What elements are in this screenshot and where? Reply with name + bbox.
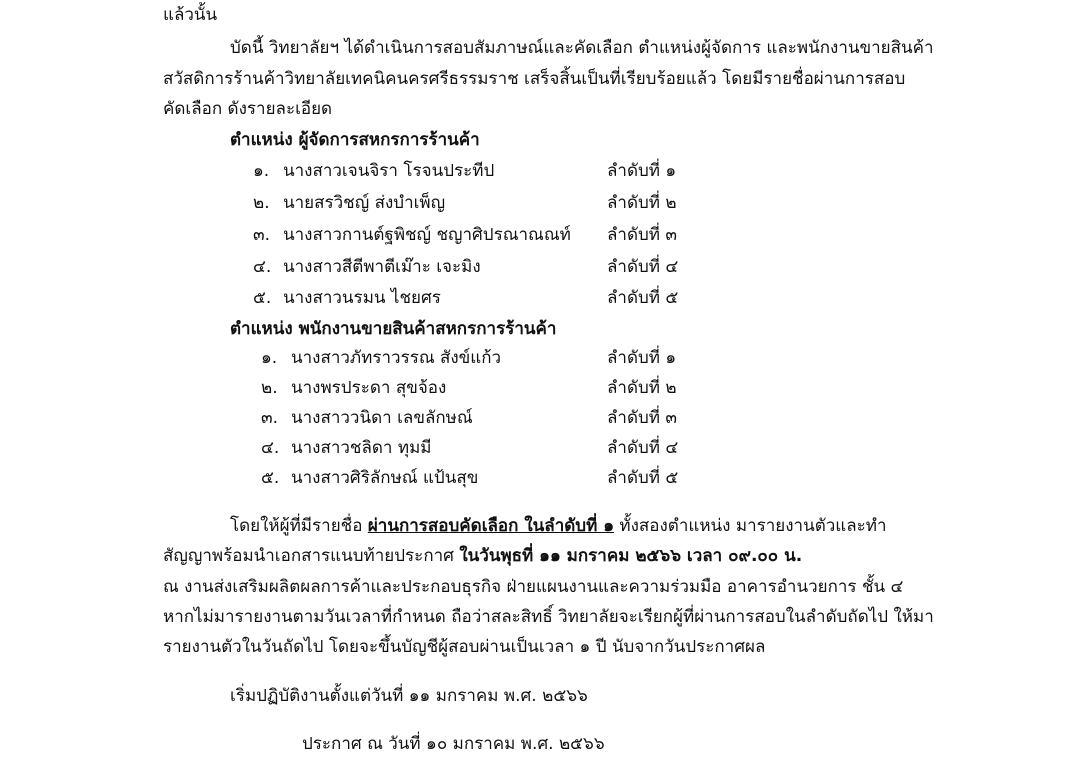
item-name: นางสาวสีตีพาตีเม๊าะ เจะมิง bbox=[283, 257, 481, 277]
paragraph2-line2-text: สัญญาพร้อมนำเอกสารแนบท้ายประกาศ bbox=[163, 546, 460, 566]
item-name: นางสาวกานต์ฐพิชญ์ ชญาศิปรณาณณท์ bbox=[283, 225, 571, 245]
item-number: ๑. bbox=[261, 348, 278, 368]
list-item bbox=[253, 158, 494, 184]
item-rank: ลำดับที่ ๒ bbox=[607, 193, 677, 213]
paragraph2-underlined-text: ผ่านการสอบคัดเลือก ในลำดับที่ ๑ bbox=[367, 516, 614, 536]
list-item bbox=[253, 285, 441, 311]
paragraph2-line4: หากไม่มารายงานตามวันเวลาที่กำหนด ถือว่าสละสิทธิ์ วิทยาลัยจะเรียกผู้ที่ผ่านการสอบในลำดับถัดไป ให้มา bbox=[163, 607, 934, 627]
item-number: ๓. bbox=[253, 225, 271, 245]
paragraph1-line2: สวัสดิการร้านค้าวิทยาลัยเทคนิคนครศรีธรรมราช เสร็จสิ้นเป็นที่เรียบร้อยแล้ว โดยมีรายชื่อผ่านการสอบ bbox=[163, 69, 906, 89]
section1-heading: ตำแหน่ง ผู้จัดการสหกรการร้านค้า bbox=[230, 130, 480, 150]
item-rank: ลำดับที่ ๕ bbox=[607, 288, 679, 308]
list-item bbox=[261, 435, 432, 461]
paragraph2-post-text: ทั้งสองตำแหน่ง มารายงานตัวและทำ bbox=[613, 516, 887, 536]
item-rank: ลำดับที่ ๕ bbox=[607, 468, 679, 488]
list-item bbox=[261, 345, 501, 371]
item-number: ๕. bbox=[253, 288, 272, 308]
item-number: ๒. bbox=[253, 193, 270, 213]
item-name: นางสาวศิริลักษณ์ แป้นสุข bbox=[291, 468, 479, 488]
paragraph2-line3: ณ งานส่งเสริมผลิตผลการค้าและประกอบธุรกิจ ฝ่ายแผนงานและความร่วมมือ อาคารอำนวยการ ชั้น ๔ bbox=[163, 577, 904, 597]
paragraph1-line1: บัดนี้ วิทยาลัยฯ ได้ดำเนินการสอบสัมภาษณ์และคัดเลือก ตำแหน่งผู้จัดการ และพนักงานขายสินค้า bbox=[230, 38, 934, 58]
item-number: ๒. bbox=[261, 378, 278, 398]
paragraph2-line5: รายงานตัวในวันถัดไป โดยจะขึ้นบัญชีผู้สอบผ่านเป็นเวลา ๑ ปี นับจากวันประกาศผล bbox=[163, 637, 766, 657]
item-name: นายสรวิชญ์ ส่งบำเพ็ญ bbox=[283, 193, 446, 213]
list-item bbox=[261, 375, 446, 401]
item-rank: ลำดับที่ ๓ bbox=[607, 225, 678, 245]
item-name: นางพรประดา สุขจ้อง bbox=[291, 378, 447, 398]
effective-date-line: เริ่มปฏิบัติงานตั้งแต่วันที่ ๑๑ มกราคม พ.ศ. ๒๕๖๖ bbox=[230, 686, 588, 706]
item-name: นางสาวนรมน ไชยศร bbox=[283, 288, 441, 308]
item-name: นางสาวเจนจิรา โรจนประทีป bbox=[283, 161, 495, 181]
item-number: ๑. bbox=[253, 161, 270, 181]
list-item bbox=[253, 254, 481, 280]
list-item bbox=[253, 190, 445, 216]
item-name: นางสาววนิดา เลขลักษณ์ bbox=[291, 408, 473, 428]
item-name: นางสาวชลิดา ทุมมี bbox=[291, 438, 432, 458]
item-rank: ลำดับที่ ๔ bbox=[607, 257, 679, 277]
announcement-date-line: ประกาศ ณ วันที่ ๑๐ มกราคม พ.ศ. ๒๕๖๖ bbox=[302, 734, 605, 754]
paragraph2-pre-text: โดยให้ผู้ที่มีรายชื่อ bbox=[230, 516, 368, 536]
item-rank: ลำดับที่ ๓ bbox=[607, 408, 678, 428]
paragraph2-line2 bbox=[163, 543, 802, 569]
item-number: ๕. bbox=[261, 468, 280, 488]
paragraph2-line1 bbox=[230, 513, 887, 539]
paragraph2-date-time: ในวันพุธที่ ๑๑ มกราคม ๒๕๖๖ เวลา ๐๙.๐๐ น. bbox=[459, 546, 803, 566]
item-rank: ลำดับที่ ๔ bbox=[607, 438, 679, 458]
item-number: ๔. bbox=[253, 257, 272, 277]
item-name: นางสาวภัทราวรรณ สังข์แก้ว bbox=[291, 348, 502, 368]
item-rank: ลำดับที่ ๑ bbox=[607, 161, 677, 181]
list-item bbox=[261, 465, 478, 491]
item-number: ๓. bbox=[261, 408, 279, 428]
section2-heading: ตำแหน่ง พนักงานขายสินค้าสหกรการร้านค้า bbox=[230, 319, 557, 339]
paragraph1-line3: คัดเลือก ดังรายละเอียด bbox=[163, 99, 333, 119]
item-rank: ลำดับที่ ๑ bbox=[607, 348, 677, 368]
item-number: ๔. bbox=[261, 438, 280, 458]
list-item bbox=[253, 222, 571, 248]
intro-fragment: แล้วนั้น bbox=[163, 5, 218, 25]
item-rank: ลำดับที่ ๒ bbox=[607, 378, 677, 398]
list-item bbox=[261, 405, 473, 431]
